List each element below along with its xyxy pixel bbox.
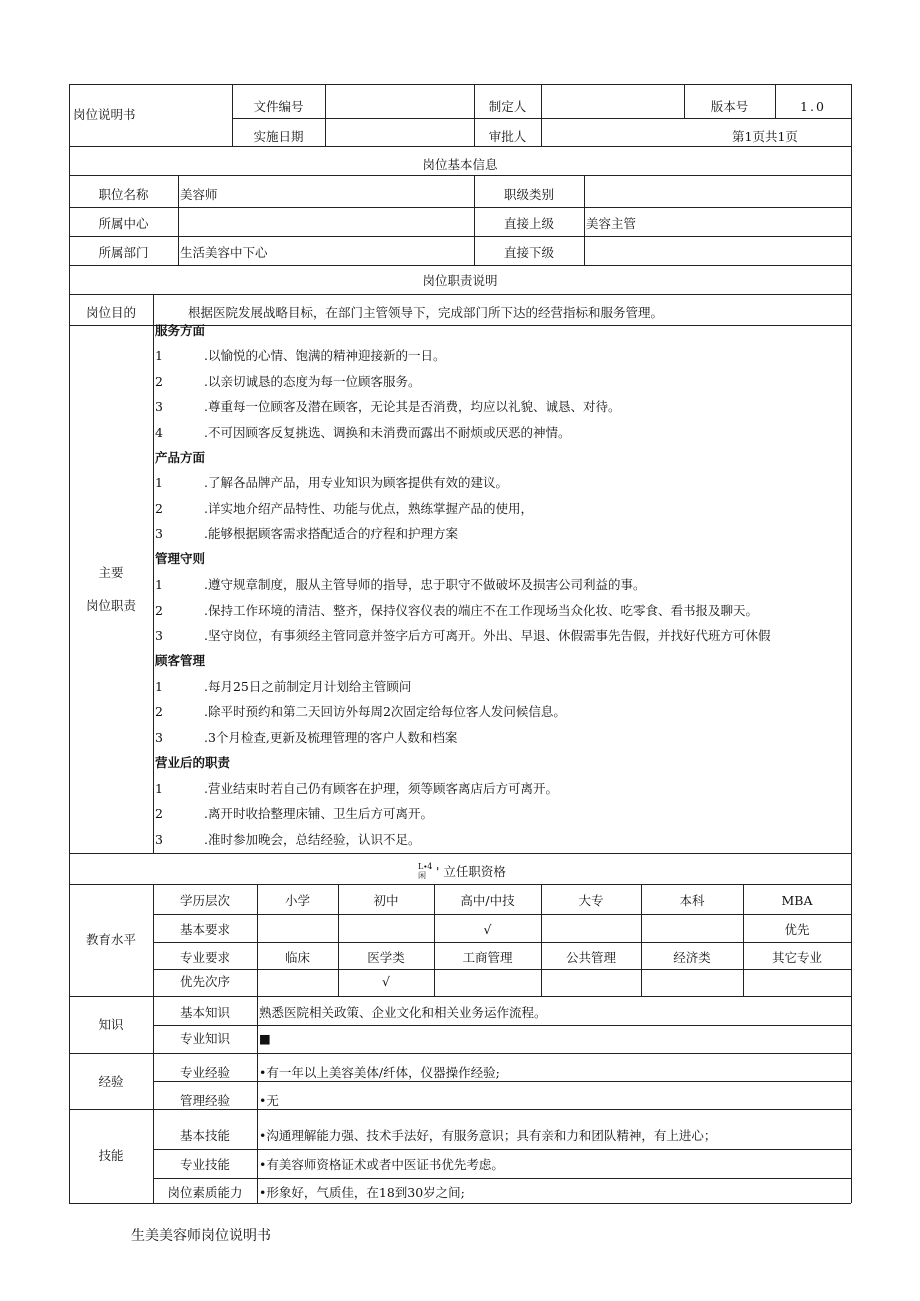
professional-experience-label: 专业经验: [179, 1065, 230, 1080]
purpose-label: 岗位目的: [85, 305, 136, 320]
duty-group-title: 管理守则: [155, 551, 206, 566]
duty-item-number: 1: [155, 475, 163, 490]
rule: [69, 175, 851, 176]
doc-title: 岗位说明书: [73, 107, 136, 122]
rule: [153, 325, 154, 853]
grade-label: 职级类别: [503, 187, 554, 202]
duty-item-number: 2: [155, 501, 163, 516]
duty-item-number: 2: [155, 374, 163, 389]
main-duties-label: 岗位职责: [85, 598, 136, 613]
duty-item-number: 3: [155, 399, 163, 414]
basic-requirement-mark: 优先: [784, 922, 810, 937]
table-border: [69, 84, 851, 85]
department-label: 所属部门: [98, 245, 149, 260]
duty-item-text: .保持工作环境的清洁、整齐，保持仪容仪表的端庄不在工作现场当众化妆、吃零食、看书报及聊天。: [204, 603, 758, 618]
rule: [69, 236, 851, 237]
duty-item-text: .不可因顾客反复挑选、调换和未消费而露出不耐烦或厌恶的神情。: [204, 425, 571, 440]
professional-experience-value: •有一年以上美容美体/纤体，仪器操作经验;: [259, 1065, 500, 1080]
rule: [69, 996, 851, 997]
duty-item-number: 1: [155, 679, 163, 694]
page-info: 第1页共1页: [732, 129, 798, 144]
duties-section-title: 岗位职责说明: [422, 273, 498, 288]
basic-requirement-mark: √: [483, 922, 492, 937]
center-label: 所属中心: [98, 216, 149, 231]
education-label: 教育水平: [85, 932, 136, 947]
education-level: 初中: [373, 893, 399, 908]
professional-knowledge-value: ■: [259, 1031, 271, 1046]
department-value: 生活美容中下心: [180, 245, 268, 260]
education-level: 本科: [679, 893, 705, 908]
major-option: 公共管理: [565, 950, 616, 965]
duty-item-text: .以亲切诚恳的态度为每一位顾客服务。: [204, 374, 421, 389]
table-border: [851, 84, 852, 1203]
duty-item-text: .尊重每一位顾客及潜在顾客，无论其是否消费，均应以礼貌、诚恳、对待。: [204, 399, 621, 414]
purpose-text: 根据医院发展战略目标，在部门主管领导下，完成部门所下达的经营指标和服务管理。: [188, 305, 664, 320]
rule: [69, 294, 851, 295]
main-duties-label: 主要: [98, 565, 124, 580]
basic-info-section-title: 岗位基本信息: [422, 157, 498, 172]
quality-ability-label: 岗位素质能力: [167, 1185, 243, 1200]
footer-caption: 生美美容师岗位说明书: [131, 1228, 271, 1244]
subordinate-label: 直接下级: [503, 245, 554, 260]
quality-ability-value: •形象好，气质佳，在18到30岁之间;: [259, 1185, 465, 1200]
duty-group-title: 顾客管理: [155, 653, 206, 668]
education-level: MBA: [781, 893, 813, 908]
duty-item-number: 3: [155, 832, 163, 847]
rule: [69, 265, 851, 266]
duty-item-text: .详实地介绍产品特性、功能与优点，熟练掌握产品的使用，: [204, 501, 533, 516]
duty-item-text: .遵守规章制度，服从主管导师的指导，忠于职守不做破坏及损害公司利益的事。: [204, 577, 646, 592]
version-label: 版本号: [710, 99, 749, 114]
priority-label: 优先次序: [179, 974, 230, 989]
duty-item-text: .准时参加晚会，总结经验，认识不足。: [204, 832, 421, 847]
education-level-label: 学历层次: [179, 893, 230, 908]
management-experience-label: 管理经验: [179, 1093, 230, 1108]
rule: [584, 175, 585, 265]
duty-item-number: 3: [155, 628, 163, 643]
duty-item-number: 3: [155, 730, 163, 745]
experience-label: 经验: [98, 1074, 124, 1089]
duty-item-text: .坚守岗位，有事须经主管同意并签字后方可离开。外出、早退、休假需事先告假，并找好代班方可休假: [204, 628, 771, 643]
table-border: [69, 1203, 851, 1204]
professional-knowledge-label: 专业知识: [179, 1031, 230, 1046]
basic-knowledge-value: 熟悉医院相关政策、企业文化和相关业务运作流程。: [259, 1005, 547, 1020]
duty-item-number: 1: [155, 781, 163, 796]
duty-item-text: .营业结束时若自己仍有顾客在护理，须等顾客离店后方可离开。: [204, 781, 558, 796]
approver-label: 审批人: [488, 129, 527, 144]
major-option: 医学类: [367, 950, 405, 965]
rule: [257, 884, 258, 1203]
duty-group-title: 产品方面: [155, 450, 206, 465]
duty-item-text: .每月25日之前制定月计划给主管顾问: [204, 679, 412, 694]
basic-knowledge-label: 基本知识: [179, 1005, 230, 1020]
priority-mark: √: [382, 974, 390, 989]
duty-item-text: .能够根据顾客需求搭配适合的疗程和护理方案: [204, 526, 458, 541]
duty-item-number: 1: [155, 577, 163, 592]
duty-item-number: 2: [155, 603, 163, 618]
major-option: 工商管理: [462, 950, 513, 965]
superior-label: 直接上级: [503, 216, 554, 231]
qualification-section-title-glyph: L∙4 闲: [418, 862, 433, 880]
rule: [541, 84, 542, 146]
rule: [178, 175, 179, 265]
education-level: 小学: [284, 893, 310, 908]
rule: [69, 207, 851, 208]
version-value: 1.0: [800, 99, 826, 114]
rule: [69, 1053, 851, 1054]
position-label: 职位名称: [98, 187, 149, 202]
major-option: 经济类: [673, 950, 711, 965]
major-option: 其它专业: [771, 950, 822, 965]
duty-item-number: 3: [155, 526, 163, 541]
rule: [325, 84, 326, 146]
rule: [69, 1109, 851, 1110]
rule: [69, 853, 851, 854]
position-value: 美容师: [180, 187, 218, 202]
duty-item-number: 2: [155, 806, 163, 821]
duty-item-number: 1: [155, 348, 163, 363]
professional-skills-label: 专业技能: [179, 1157, 230, 1172]
skills-label: 技能: [98, 1148, 124, 1163]
duty-item-number: 4: [155, 425, 163, 440]
major-requirement-label: 专业要求: [179, 950, 230, 965]
author-label: 制定人: [488, 99, 527, 114]
rule: [153, 294, 154, 325]
basic-skills-label: 基本技能: [179, 1128, 230, 1143]
basic-skills-value: •沟通理解能力强、技术手法好，有服务意识；具有亲和力和团队精神，有上进心；: [259, 1128, 717, 1143]
effective-date-label: 实施日期: [253, 129, 304, 144]
duty-item-text: .除平时预约和第二天回访外每周2次固定给每位客人发问候信息。: [204, 704, 566, 719]
management-experience-value: •无: [259, 1093, 279, 1108]
rule: [69, 884, 851, 885]
professional-skills-value: •有美容师资格证术或者中医证书优先考虑。: [259, 1157, 504, 1172]
duty-item-text: .3个月检查,更新及梳理管理的客户人数和档案: [204, 730, 458, 745]
rule: [69, 146, 851, 147]
qualification-section-title: ' 立任职资格: [436, 864, 506, 879]
duty-item-text: .了解各品牌产品，用专业知识为顾客提供有效的建议。: [204, 475, 508, 490]
duty-item-text: .以愉悦的心情、饱满的精神迎接新的一日。: [204, 348, 446, 363]
basic-requirement-label: 基本要求: [179, 922, 230, 937]
duty-group-title: 营业后的职责: [155, 755, 231, 770]
superior-value: 美容主管: [586, 216, 637, 231]
major-option: 临床: [284, 950, 310, 965]
duty-item-number: 2: [155, 704, 163, 719]
duty-group-title: 服务方面: [155, 323, 206, 338]
duty-item-text: .离开时收拾整理床铺、卫生后方可离开。: [204, 806, 433, 821]
education-level: 高中/中技: [460, 893, 515, 908]
education-level: 大专: [578, 893, 604, 908]
doc-number-label: 文件编号: [253, 99, 304, 114]
knowledge-label: 知识: [98, 1017, 124, 1032]
